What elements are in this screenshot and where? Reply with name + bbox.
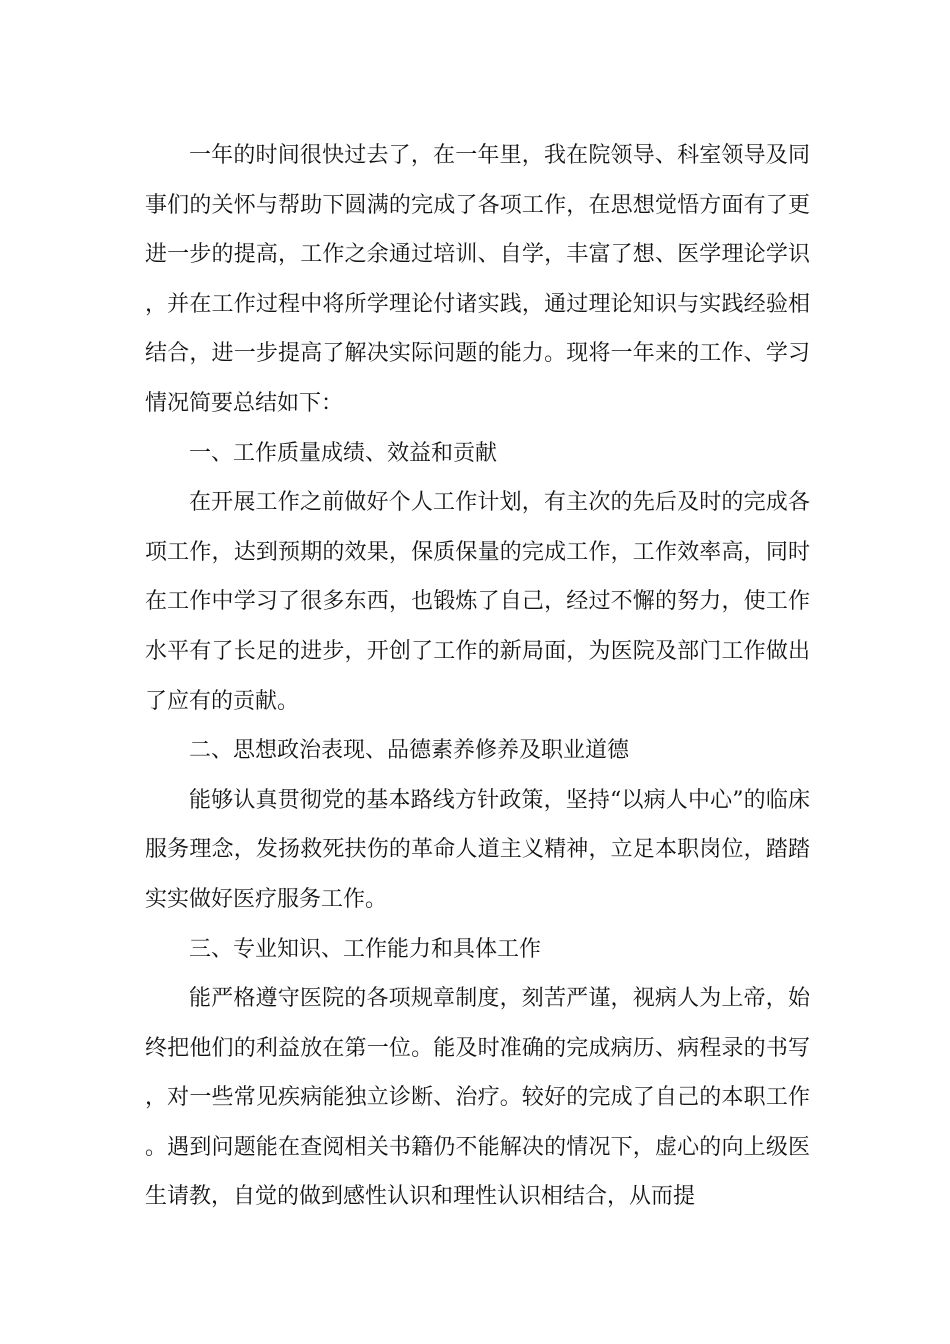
paragraph-section-3: 能严格遵守医院的各项规章制度，刻苦严谨，视病人为上帝，始终把他们的利益放在第一位。能及时准确的完成病历、病程录的书写，对一些常见疾病能独立诊断、治疗。较好的完成了自己的本职工作。遇到问题能在查阅相关书籍仍不能解决的情况下，虚心的向上级医生请教，自觉的做到感性认识和理性认识相结合，从而提 (145, 986, 810, 1210)
paragraph-intro: 一年的时间很快过去了，在一年里，我在院领导、科室领导及同事们的关怀与帮助下圆满的完成了各项工作，在思想觉悟方面有了更进一步的提高，工作之余通过培训、自学，丰富了想、医学理论学识，并在工作过程中将所学理论付诸实践，通过理论知识与实践经验相结合，进一步提高了解决实际问题的能力。现将一年来的工作、学习情况简要总结如下： (145, 143, 810, 416)
section-heading-2: 二、思想政治表现、品德素养修养及职业道德 (189, 738, 630, 764)
paragraph-section-2: 能够认真贯彻党的基本路线方针政策，坚持“以病人中心”的临床服务理念，发扬救死扶伤的革命人道主义精神，立足本职岗位，踏踏实实做好医疗服务工作。 (145, 787, 810, 912)
paragraph-section-1: 在开展工作之前做好个人工作计划，有主次的先后及时的完成各项工作，达到预期的效果，保质保量的完成工作，工作效率高，同时在工作中学习了很多东西，也锻炼了自己，经过不懈的努力，使工作水平有了长足的进步，开创了工作的新局面，为医院及部门工作做出了应有的贡献。 (145, 490, 810, 714)
document-page (145, 131, 810, 1222)
section-heading-3: 三、专业知识、工作能力和具体工作 (189, 936, 542, 962)
section-heading-1: 一、工作质量成绩、效益和贡献 (189, 440, 498, 466)
